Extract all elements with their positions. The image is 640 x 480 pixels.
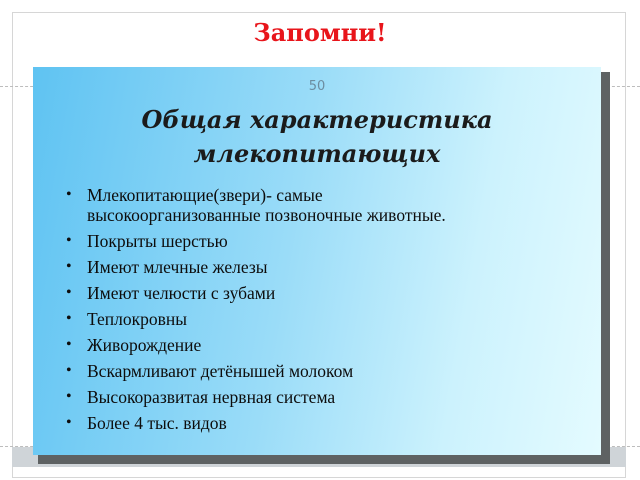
slide <box>33 67 601 455</box>
bullet-item: • Вскармливают детёнышей молоком <box>66 361 354 381</box>
bullet-dot-icon: • <box>66 310 72 327</box>
bullet-item: • Имеют челюсти с зубами <box>66 283 276 303</box>
slide-title-line1: Общая характеристика <box>141 105 493 134</box>
bullet-item: • Теплокровны <box>66 309 188 329</box>
bullet-dot-icon: • <box>66 232 72 249</box>
slide-title-line2: млекопитающих <box>193 139 441 168</box>
bullet-dot-icon: • <box>66 186 72 203</box>
bullet-dot-icon: • <box>66 284 72 301</box>
slide-number: 50 <box>308 79 326 94</box>
bullet-dot-icon: • <box>66 362 72 379</box>
bullet-dot-icon: • <box>66 336 72 353</box>
bullet-item: • Покрыты шерстью <box>66 231 228 251</box>
bullet-list <box>66 185 487 439</box>
bullet-item: • Высокоразвитая нервная система <box>66 387 336 407</box>
bullet-dot-icon: • <box>66 258 72 275</box>
header-title: Запомни! <box>253 18 387 47</box>
slide-title <box>33 103 601 171</box>
bullet-item: • Имеют млечные железы <box>66 257 268 277</box>
bullet-dot-icon: • <box>66 388 72 405</box>
bullet-item: • Млекопитающие(звери)- самые высокоорганизованные позвоночные животные. <box>66 185 446 225</box>
bullet-item: • Более 4 тыс. видов <box>66 413 227 433</box>
bullet-item: • Живорождение <box>66 335 202 355</box>
bullet-dot-icon: • <box>66 414 72 431</box>
